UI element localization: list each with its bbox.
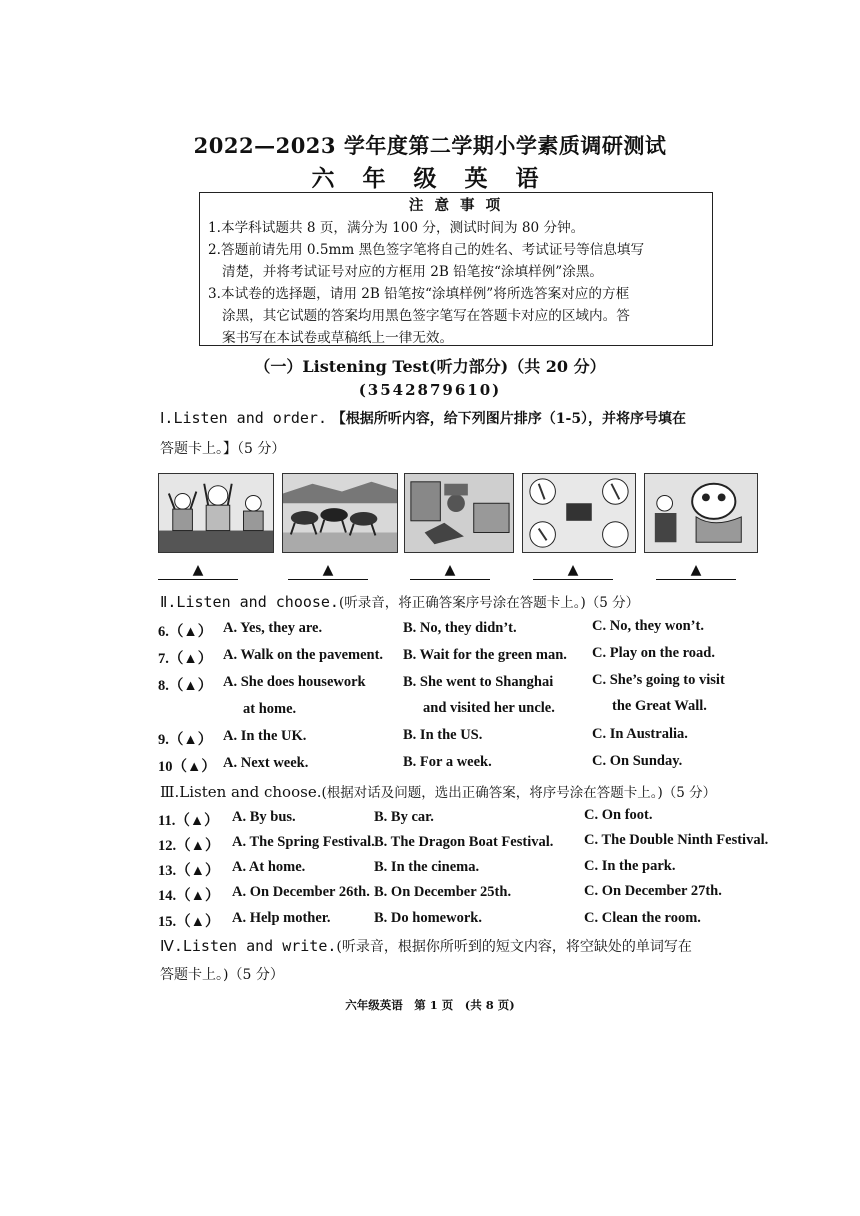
- option-c[interactable]: C. In Australia.: [592, 726, 688, 742]
- notice-line: 3.本试卷的选择题，请用 2B 铅笔按“涂填样例”将所选答案对应的方框: [208, 286, 630, 302]
- part3-title-cn: (根据对话及问题，选出正确答案，将序号涂在答题卡上。)（5 分）: [321, 785, 717, 801]
- part2-title-en: Ⅱ.Listen and choose.: [160, 593, 339, 611]
- notice-line: 案书写在本试卷或草稿纸上一律无效。: [222, 330, 454, 346]
- option-a-cont: at home.: [243, 701, 297, 717]
- notice-heading: 注 意 事 项: [408, 197, 504, 214]
- option-a[interactable]: A. In the UK.: [223, 728, 307, 744]
- option-c[interactable]: C. Clean the room.: [584, 910, 701, 926]
- option-c[interactable]: C. The Double Ninth Festival.: [584, 832, 769, 848]
- answer-blank-3[interactable]: [410, 562, 490, 582]
- question-number: 13.（▲）: [158, 863, 220, 879]
- notice-line: 涂黑，其它试题的答案均用黑色签字笔写在答题卡对应的区域内。答: [222, 308, 630, 324]
- part4-title: [160, 936, 692, 956]
- question-number: 14.（▲）: [158, 888, 220, 904]
- option-b[interactable]: B. Wait for the green man.: [403, 647, 567, 663]
- notice-box: [199, 192, 713, 346]
- section-code: (3542879610): [358, 381, 502, 399]
- question-number: 15.（▲）: [158, 914, 220, 930]
- part3-title-en: Ⅲ.Listen and choose.: [160, 783, 322, 801]
- section-title: （一）Listening Test(听力部分)（共 20 分）: [254, 357, 606, 376]
- part4-title-cn: (听录音，根据你所听到的短文内容，将空缺处的单词写在: [336, 939, 692, 955]
- part4-title-en: Ⅳ.Listen and write.: [160, 937, 337, 955]
- option-a[interactable]: A. Walk on the pavement.: [223, 647, 384, 663]
- question-number: 6.（▲）: [158, 624, 213, 640]
- option-b[interactable]: B. The Dragon Boat Festival.: [374, 834, 554, 850]
- question-number: 12.（▲）: [158, 838, 220, 854]
- part1-title-en: Ⅰ.Listen and order.: [160, 409, 327, 427]
- answer-triangle: ▲: [567, 562, 579, 578]
- option-a[interactable]: A. At home.: [232, 859, 306, 875]
- option-c[interactable]: C. No, they won’t.: [592, 618, 704, 634]
- option-a[interactable]: A. Next week.: [223, 755, 309, 771]
- part1-title: [160, 408, 686, 428]
- answer-blank-1[interactable]: [158, 562, 238, 582]
- question-number: 10（▲）: [158, 759, 216, 775]
- part2-title: [160, 591, 639, 611]
- option-c[interactable]: C. On foot.: [584, 807, 653, 823]
- picture-messy-room: [404, 473, 514, 553]
- question-number: 11.（▲）: [158, 813, 219, 829]
- answer-triangle: ▲: [322, 562, 334, 578]
- option-a[interactable]: A. On December 26th.: [232, 884, 370, 900]
- notice-line: 清楚，并将考试证号对应的方框用 2B 铅笔按“涂填样例”涂黑。: [222, 264, 604, 280]
- part1-title-cont: 答题卡上。】（5 分）: [160, 441, 286, 457]
- picture-horses-galloping: [282, 473, 398, 553]
- option-b[interactable]: B. On December 25th.: [374, 884, 512, 900]
- option-c[interactable]: C. Play on the road.: [592, 645, 715, 661]
- option-b[interactable]: B. By car.: [374, 809, 434, 825]
- option-b-cont: and visited her uncle.: [423, 700, 555, 716]
- option-a[interactable]: A. Help mother.: [232, 910, 331, 926]
- picture-children-cheering: [158, 473, 274, 553]
- part2-title-cn: (听录音，将正确答案序号涂在答题卡上。)（5 分）: [338, 595, 640, 611]
- answer-blank-5[interactable]: [656, 562, 736, 582]
- option-a[interactable]: A. The Spring Festival.: [232, 834, 375, 850]
- question-number: 9.（▲）: [158, 732, 213, 748]
- question-number: 7.（▲）: [158, 651, 213, 667]
- answer-triangle: ▲: [690, 562, 702, 578]
- exam-subtitle: 六 年 级 英 语: [311, 165, 549, 192]
- option-b[interactable]: B. For a week.: [403, 754, 492, 770]
- part1-title-cn: 【根据所听内容，给下列图片排序（1-5），并将序号填在: [331, 411, 687, 427]
- answer-triangle: ▲: [444, 562, 456, 578]
- option-b[interactable]: B. In the US.: [403, 727, 483, 743]
- page-footer: 六年级英语 第 1 页 (共 8 页): [345, 998, 515, 1012]
- question-number: 8.（▲）: [158, 678, 213, 694]
- part4-title-cont: 答题卡上。)（5 分）: [160, 967, 284, 983]
- option-c[interactable]: C. On Sunday.: [592, 753, 683, 769]
- notice-line: 2.答题前请先用 0.5mm 黑色签字笔将自己的姓名、考试证号等信息填写: [208, 242, 645, 258]
- picture-australia-map-animals: [522, 473, 636, 553]
- answer-triangle: ▲: [192, 562, 204, 578]
- exam-title: 2022—2023 学年度第二学期小学素质调研测试: [193, 133, 667, 158]
- picture-lion-dance: [644, 473, 758, 553]
- option-c[interactable]: C. She’s going to visit: [592, 672, 725, 688]
- option-c[interactable]: C. On December 27th.: [584, 883, 722, 899]
- option-c-cont: the Great Wall.: [612, 698, 707, 714]
- option-b[interactable]: B. Do homework.: [374, 910, 482, 926]
- option-a[interactable]: A. By bus.: [232, 809, 296, 825]
- option-b[interactable]: B. She went to Shanghai: [403, 674, 554, 690]
- option-b[interactable]: B. No, they didn’t.: [403, 620, 517, 636]
- part3-title: [160, 781, 716, 801]
- option-a[interactable]: A. Yes, they are.: [223, 620, 323, 636]
- notice-line: 1.本学科试题共 8 页，满分为 100 分，测试时间为 80 分钟。: [208, 220, 585, 236]
- picture-row: [0, 473, 860, 554]
- answer-blank-4[interactable]: [533, 562, 613, 582]
- option-b[interactable]: B. In the cinema.: [374, 859, 480, 875]
- option-a[interactable]: A. She does housework: [223, 674, 366, 690]
- answer-blank-2[interactable]: [288, 562, 368, 582]
- option-c[interactable]: C. In the park.: [584, 858, 676, 874]
